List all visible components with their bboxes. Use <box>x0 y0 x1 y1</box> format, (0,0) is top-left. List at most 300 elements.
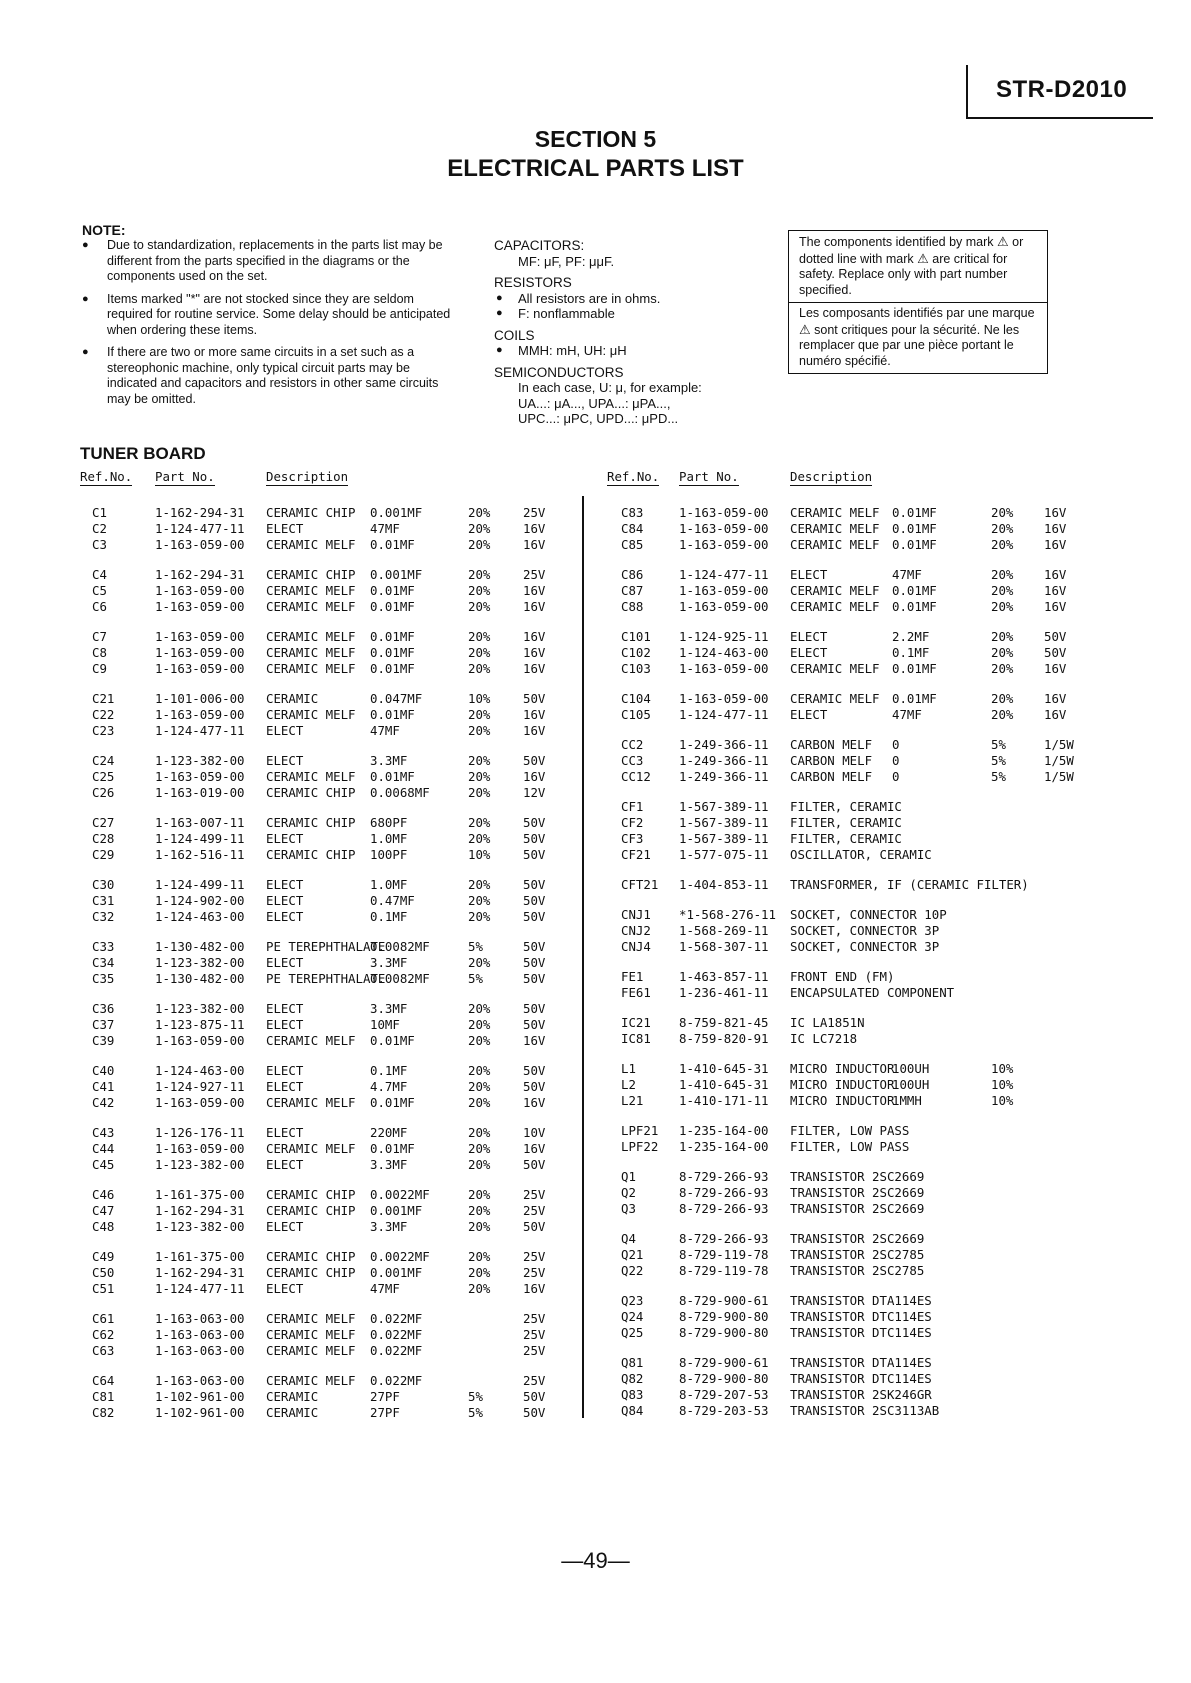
ref-no: C104 <box>621 691 651 706</box>
part-row <box>607 831 1127 847</box>
part-no: 1-404-853-11 <box>679 877 769 892</box>
part-no: 1-163-059-00 <box>155 769 245 784</box>
tolerance: 20% <box>468 629 491 644</box>
ref-no: Q81 <box>621 1355 644 1370</box>
part-no: 1-161-375-00 <box>155 1249 245 1264</box>
part-no: 1-163-059-00 <box>155 1095 245 1110</box>
rating: 16V <box>523 521 546 536</box>
tolerance: 20% <box>991 629 1014 644</box>
part-row <box>80 877 580 893</box>
tolerance: 20% <box>468 893 491 908</box>
part-row <box>80 1001 580 1017</box>
rating: 16V <box>523 645 546 660</box>
part-row <box>80 1125 580 1141</box>
ref-no: CF1 <box>621 799 644 814</box>
ref-no: C2 <box>92 521 107 536</box>
description: ENCAPSULATED COMPONENT <box>790 985 955 1000</box>
part-row <box>80 955 580 971</box>
part-no: 8-729-900-80 <box>679 1371 769 1386</box>
rating: 16V <box>523 629 546 644</box>
part-no: 1-410-171-11 <box>679 1093 769 1108</box>
description: TRANSISTOR 2SK246GR <box>790 1387 932 1402</box>
part-row <box>80 753 580 769</box>
part-no: 1-567-389-11 <box>679 799 769 814</box>
description: TRANSISTOR DTA114ES <box>790 1355 932 1370</box>
part-row <box>607 1325 1127 1341</box>
value: 0.01MF <box>892 521 937 536</box>
tolerance: 20% <box>468 583 491 598</box>
part-row <box>607 847 1127 863</box>
part-no: 1-249-366-11 <box>679 753 769 768</box>
model-number: STR-D2010 <box>996 76 1128 103</box>
resistors-heading: RESISTORS <box>494 275 572 290</box>
part-no: 1-130-482-00 <box>155 971 245 986</box>
part-no: 1-163-063-00 <box>155 1373 245 1388</box>
tolerance: 20% <box>991 583 1014 598</box>
value: 0.01MF <box>370 537 415 552</box>
value: 0 <box>892 769 900 784</box>
value: 0.01MF <box>370 769 415 784</box>
value: 3.3MF <box>370 1157 408 1172</box>
description: TRANSISTOR DTA114ES <box>790 1293 932 1308</box>
ref-no: CFT21 <box>621 877 659 892</box>
ref-no: L2 <box>621 1077 636 1092</box>
rating: 16V <box>523 1095 546 1110</box>
description: ELECT <box>266 1063 304 1078</box>
value: 47MF <box>892 707 922 722</box>
description: MICRO INDUCTOR <box>790 1061 895 1076</box>
ref-no: Q1 <box>621 1169 636 1184</box>
tolerance: 10% <box>468 847 491 862</box>
tolerance: 20% <box>468 877 491 892</box>
rating: 25V <box>523 1373 546 1388</box>
part-no: 8-729-207-53 <box>679 1387 769 1402</box>
part-row <box>607 1371 1127 1387</box>
ref-no: CF3 <box>621 831 644 846</box>
tolerance: 20% <box>991 505 1014 520</box>
part-row <box>80 831 580 847</box>
parts-group <box>607 677 1127 723</box>
part-row <box>80 1265 580 1281</box>
description: FILTER, CERAMIC <box>790 831 902 846</box>
tolerance: 20% <box>468 1187 491 1202</box>
column-headers <box>607 469 1127 491</box>
value: 0.01MF <box>892 505 937 520</box>
part-row <box>607 1139 1127 1155</box>
part-row <box>80 785 580 801</box>
value: 0.01MF <box>370 707 415 722</box>
ref-no: C101 <box>621 629 651 644</box>
part-row <box>80 1063 580 1079</box>
column-headers <box>80 469 580 491</box>
part-row <box>607 923 1127 939</box>
description: FILTER, LOW PASS <box>790 1123 910 1138</box>
resistors-note: ● All resistors are in ohms. <box>494 291 764 307</box>
value: 0 <box>892 737 900 752</box>
description: TRANSISTOR 2SC2669 <box>790 1201 925 1216</box>
parts-group <box>80 491 580 553</box>
rating: 50V <box>523 939 546 954</box>
tolerance: 20% <box>468 707 491 722</box>
rating: 16V <box>523 769 546 784</box>
part-no: 8-729-900-61 <box>679 1355 769 1370</box>
part-no: 1-163-059-00 <box>155 583 245 598</box>
part-no: 1-163-059-00 <box>679 537 769 552</box>
part-no-header: Part No. <box>679 469 739 484</box>
ref-no: C39 <box>92 1033 115 1048</box>
ref-no: LPF21 <box>621 1123 659 1138</box>
ref-no: C88 <box>621 599 644 614</box>
description: TRANSISTOR DTC114ES <box>790 1309 932 1324</box>
note-item: ● If there are two or more same circuits in a set such as a stereophonic machine, only typical circuit parts may be indicated and capacitors and resistors in other same circuits may be omitted. <box>82 345 452 407</box>
tolerance: 20% <box>468 505 491 520</box>
rating: 16V <box>1044 537 1067 552</box>
part-row <box>607 1169 1127 1185</box>
part-row <box>607 1015 1127 1031</box>
section-title: ELECTRICAL PARTS LIST <box>447 155 744 182</box>
part-no: 1-124-477-11 <box>679 567 769 582</box>
ref-no: C49 <box>92 1249 115 1264</box>
part-no: 1-235-164-00 <box>679 1123 769 1138</box>
part-row <box>80 1141 580 1157</box>
part-row <box>607 985 1127 1001</box>
tolerance: 5% <box>991 737 1006 752</box>
part-row <box>607 1093 1127 1109</box>
description: CERAMIC CHIP <box>266 1265 356 1280</box>
part-row <box>80 521 580 537</box>
ref-no: FE61 <box>621 985 651 1000</box>
description: TRANSISTOR DTC114ES <box>790 1325 932 1340</box>
rating: 25V <box>523 1311 546 1326</box>
rating: 16V <box>523 1033 546 1048</box>
part-row <box>80 1203 580 1219</box>
part-row <box>80 1249 580 1265</box>
part-no: 1-567-389-11 <box>679 815 769 830</box>
tolerance: 20% <box>468 1219 491 1234</box>
rating: 50V <box>523 1063 546 1078</box>
ref-no: Q84 <box>621 1403 644 1418</box>
description: TRANSISTOR 2SC2669 <box>790 1231 925 1246</box>
value: 0.022MF <box>370 1311 423 1326</box>
ref-no: CNJ4 <box>621 939 651 954</box>
tolerance: 10% <box>991 1093 1014 1108</box>
parts-group <box>80 1235 580 1297</box>
part-row <box>607 1403 1127 1419</box>
rating: 25V <box>523 1343 546 1358</box>
tolerance: 20% <box>468 769 491 784</box>
value: 0.01MF <box>370 629 415 644</box>
part-no: 8-759-821-45 <box>679 1015 769 1030</box>
value: 1.0MF <box>370 831 408 846</box>
ref-no-header: Ref.No. <box>607 469 660 484</box>
ref-no: CC3 <box>621 753 644 768</box>
tolerance: 20% <box>991 661 1014 676</box>
part-row <box>80 1219 580 1235</box>
parts-group <box>80 1173 580 1235</box>
ref-no: C42 <box>92 1095 115 1110</box>
description: FILTER, LOW PASS <box>790 1139 910 1154</box>
part-row <box>80 1373 580 1389</box>
part-no: 1-162-294-31 <box>155 567 245 582</box>
parts-group <box>607 1341 1127 1419</box>
semiconductors-note: UA...: μA..., UPA...: μPA..., <box>518 395 671 411</box>
description: IC LA1851N <box>790 1015 865 1030</box>
part-no: 1-163-063-00 <box>155 1343 245 1358</box>
description: ELECT <box>266 1219 304 1234</box>
description: TRANSFORMER, IF (CERAMIC FILTER) <box>790 877 1029 892</box>
tolerance: 20% <box>468 599 491 614</box>
description: CERAMIC MELF <box>266 1095 356 1110</box>
tolerance: 20% <box>991 691 1014 706</box>
description: CARBON MELF <box>790 737 873 752</box>
value: 1.0MF <box>370 877 408 892</box>
part-no: 1-123-382-00 <box>155 1157 245 1172</box>
description: IC LC7218 <box>790 1031 858 1046</box>
tolerance: 20% <box>468 1265 491 1280</box>
part-no: 8-729-203-53 <box>679 1403 769 1418</box>
parts-group <box>607 491 1127 553</box>
value: 0.0068MF <box>370 785 430 800</box>
part-row <box>80 971 580 987</box>
rating: 25V <box>523 1249 546 1264</box>
ref-no: CF2 <box>621 815 644 830</box>
value: 0.001MF <box>370 1265 423 1280</box>
tolerance: 20% <box>468 1001 491 1016</box>
page-number: —49— <box>561 1548 630 1573</box>
description: CERAMIC MELF <box>266 1033 356 1048</box>
part-row <box>80 1389 580 1405</box>
part-no: 1-410-645-31 <box>679 1077 769 1092</box>
description: ELECT <box>266 1281 304 1296</box>
rating: 50V <box>523 955 546 970</box>
rating: 10V <box>523 1125 546 1140</box>
ref-no: CNJ2 <box>621 923 651 938</box>
part-no: 1-249-366-11 <box>679 737 769 752</box>
value: 47MF <box>892 567 922 582</box>
description: ELECT <box>790 567 828 582</box>
description: CERAMIC MELF <box>266 1311 356 1326</box>
part-row <box>80 1079 580 1095</box>
note-list <box>82 238 452 414</box>
description: FILTER, CERAMIC <box>790 815 902 830</box>
parts-group <box>80 1111 580 1173</box>
part-row <box>607 1355 1127 1371</box>
ref-no: C36 <box>92 1001 115 1016</box>
ref-no: C84 <box>621 521 644 536</box>
part-row <box>607 691 1127 707</box>
part-no: 8-729-900-80 <box>679 1325 769 1340</box>
rating: 50V <box>523 1389 546 1404</box>
ref-no: C46 <box>92 1187 115 1202</box>
description: CERAMIC MELF <box>266 537 356 552</box>
note-item: ● Items marked "*" are not stocked since they are seldom required for routine service. Some delay should be anticipated when ordering these items. <box>82 292 452 339</box>
description: CERAMIC MELF <box>790 599 880 614</box>
parts-group <box>607 723 1127 785</box>
rating: 50V <box>523 971 546 986</box>
rating: 1/5W <box>1044 769 1074 784</box>
rating: 16V <box>523 707 546 722</box>
ref-no: C21 <box>92 691 115 706</box>
ref-no: C9 <box>92 661 107 676</box>
ref-no: FE1 <box>621 969 644 984</box>
part-no: 1-163-059-00 <box>155 1033 245 1048</box>
rating: 1/5W <box>1044 753 1074 768</box>
value: 3.3MF <box>370 753 408 768</box>
tolerance: 20% <box>468 1079 491 1094</box>
value: 0.01MF <box>892 661 937 676</box>
description: CERAMIC MELF <box>266 583 356 598</box>
description: ELECT <box>266 723 304 738</box>
tolerance: 20% <box>991 537 1014 552</box>
ref-no: Q83 <box>621 1387 644 1402</box>
tolerance: 5% <box>468 1405 483 1420</box>
ref-no: C63 <box>92 1343 115 1358</box>
description: SOCKET, CONNECTOR 3P <box>790 923 940 938</box>
rating: 50V <box>1044 629 1067 644</box>
value: 0.0022MF <box>370 1187 430 1202</box>
part-no: 1-130-482-00 <box>155 939 245 954</box>
parts-group <box>607 1001 1127 1047</box>
part-no: 8-729-119-78 <box>679 1263 769 1278</box>
ref-no: Q3 <box>621 1201 636 1216</box>
value: 0.0082MF <box>370 939 430 954</box>
part-row <box>80 1033 580 1049</box>
part-no: 1-236-461-11 <box>679 985 769 1000</box>
coils-heading: COILS <box>494 327 535 343</box>
description: CARBON MELF <box>790 769 873 784</box>
value: 0.1MF <box>892 645 930 660</box>
part-no: 1-124-902-00 <box>155 893 245 908</box>
part-no: 8-729-266-93 <box>679 1185 769 1200</box>
tolerance: 5% <box>468 939 483 954</box>
part-no: 1-163-059-00 <box>155 707 245 722</box>
column-divider <box>582 496 584 1418</box>
value: 27PF <box>370 1405 400 1420</box>
rating: 50V <box>523 815 546 830</box>
part-no: 1-235-164-00 <box>679 1139 769 1154</box>
part-no: 1-124-477-11 <box>155 723 245 738</box>
ref-no: LPF22 <box>621 1139 659 1154</box>
part-row <box>80 691 580 707</box>
rating: 16V <box>1044 707 1067 722</box>
tolerance: 20% <box>991 567 1014 582</box>
ref-no: C102 <box>621 645 651 660</box>
tolerance: 20% <box>468 1033 491 1048</box>
description: CERAMIC MELF <box>266 629 356 644</box>
ref-no: C5 <box>92 583 107 598</box>
part-no: 1-163-059-00 <box>679 583 769 598</box>
parts-group <box>80 615 580 677</box>
part-no: 1-163-059-00 <box>155 661 245 676</box>
part-row <box>80 1017 580 1033</box>
part-no: 1-102-961-00 <box>155 1389 245 1404</box>
description: CERAMIC MELF <box>790 661 880 676</box>
value: 100UH <box>892 1061 930 1076</box>
description: CERAMIC MELF <box>266 1327 356 1342</box>
part-no: *1-568-276-11 <box>679 907 776 922</box>
rating: 16V <box>523 1281 546 1296</box>
value: 680PF <box>370 815 408 830</box>
capacitors-units: MF: μF, PF: μμF. <box>518 253 615 269</box>
part-row <box>607 599 1127 615</box>
ref-no: C29 <box>92 847 115 862</box>
value: 0.022MF <box>370 1343 423 1358</box>
part-row <box>80 1095 580 1111</box>
description: TRANSISTOR 2SC3113AB <box>790 1403 940 1418</box>
part-row <box>607 877 1127 893</box>
rating: 50V <box>1044 645 1067 660</box>
description: TRANSISTOR 2SC2669 <box>790 1169 925 1184</box>
part-no: 1-163-019-00 <box>155 785 245 800</box>
tolerance: 20% <box>468 831 491 846</box>
description: CERAMIC MELF <box>266 661 356 676</box>
part-row <box>80 505 580 521</box>
part-row <box>607 505 1127 521</box>
semiconductors-heading: SEMICONDUCTORS <box>494 364 624 380</box>
ref-no: C81 <box>92 1389 115 1404</box>
part-no: 1-124-477-11 <box>155 1281 245 1296</box>
part-row <box>607 907 1127 923</box>
part-row <box>607 969 1127 985</box>
safety-notice-fr: Les composants identifiés par une marque ⚠ sont critiques pour la sécurité. Ne les remplacer que par une pièce portant le numéro spécifié. <box>789 302 1047 373</box>
ref-no: C45 <box>92 1157 115 1172</box>
tolerance: 5% <box>468 1389 483 1404</box>
rating: 12V <box>523 785 546 800</box>
part-no: 1-163-059-00 <box>679 599 769 614</box>
parts-group <box>80 925 580 987</box>
ref-no: C44 <box>92 1141 115 1156</box>
part-row <box>80 1281 580 1297</box>
ref-no: CC2 <box>621 737 644 752</box>
part-no: 1-163-059-00 <box>679 661 769 676</box>
part-no: 8-729-266-93 <box>679 1201 769 1216</box>
part-no: 1-163-059-00 <box>679 505 769 520</box>
description: CERAMIC MELF <box>266 1373 356 1388</box>
rating: 25V <box>523 567 546 582</box>
note-item: ● Due to standardization, replacements in the parts list may be different from the parts specified in the diagrams or the components used on the set. <box>82 238 452 285</box>
part-row <box>607 521 1127 537</box>
description: ELECT <box>266 955 304 970</box>
tolerance: 20% <box>468 1095 491 1110</box>
ref-no: IC21 <box>621 1015 651 1030</box>
description: CERAMIC MELF <box>790 583 880 598</box>
part-no: 1-163-063-00 <box>155 1327 245 1342</box>
parts-group <box>80 1297 580 1359</box>
description: TRANSISTOR 2SC2669 <box>790 1185 925 1200</box>
description: TRANSISTOR 2SC2785 <box>790 1247 925 1262</box>
value: 100PF <box>370 847 408 862</box>
rating: 16V <box>1044 661 1067 676</box>
value: 47MF <box>370 1281 400 1296</box>
part-row <box>607 1387 1127 1403</box>
value: 2.2MF <box>892 629 930 644</box>
page-title <box>0 124 1191 184</box>
part-no: 1-163-007-11 <box>155 815 245 830</box>
part-no: 1-163-059-00 <box>155 645 245 660</box>
parts-group <box>80 801 580 863</box>
ref-no: C4 <box>92 567 107 582</box>
description: CERAMIC MELF <box>266 769 356 784</box>
ref-no: C50 <box>92 1265 115 1280</box>
ref-no: C86 <box>621 567 644 582</box>
parts-group <box>607 1279 1127 1341</box>
parts-group <box>607 553 1127 615</box>
tolerance: 20% <box>468 753 491 768</box>
ref-no: C25 <box>92 769 115 784</box>
part-no: 8-729-119-78 <box>679 1247 769 1262</box>
description: OSCILLATOR, CERAMIC <box>790 847 932 862</box>
ref-no: C85 <box>621 537 644 552</box>
